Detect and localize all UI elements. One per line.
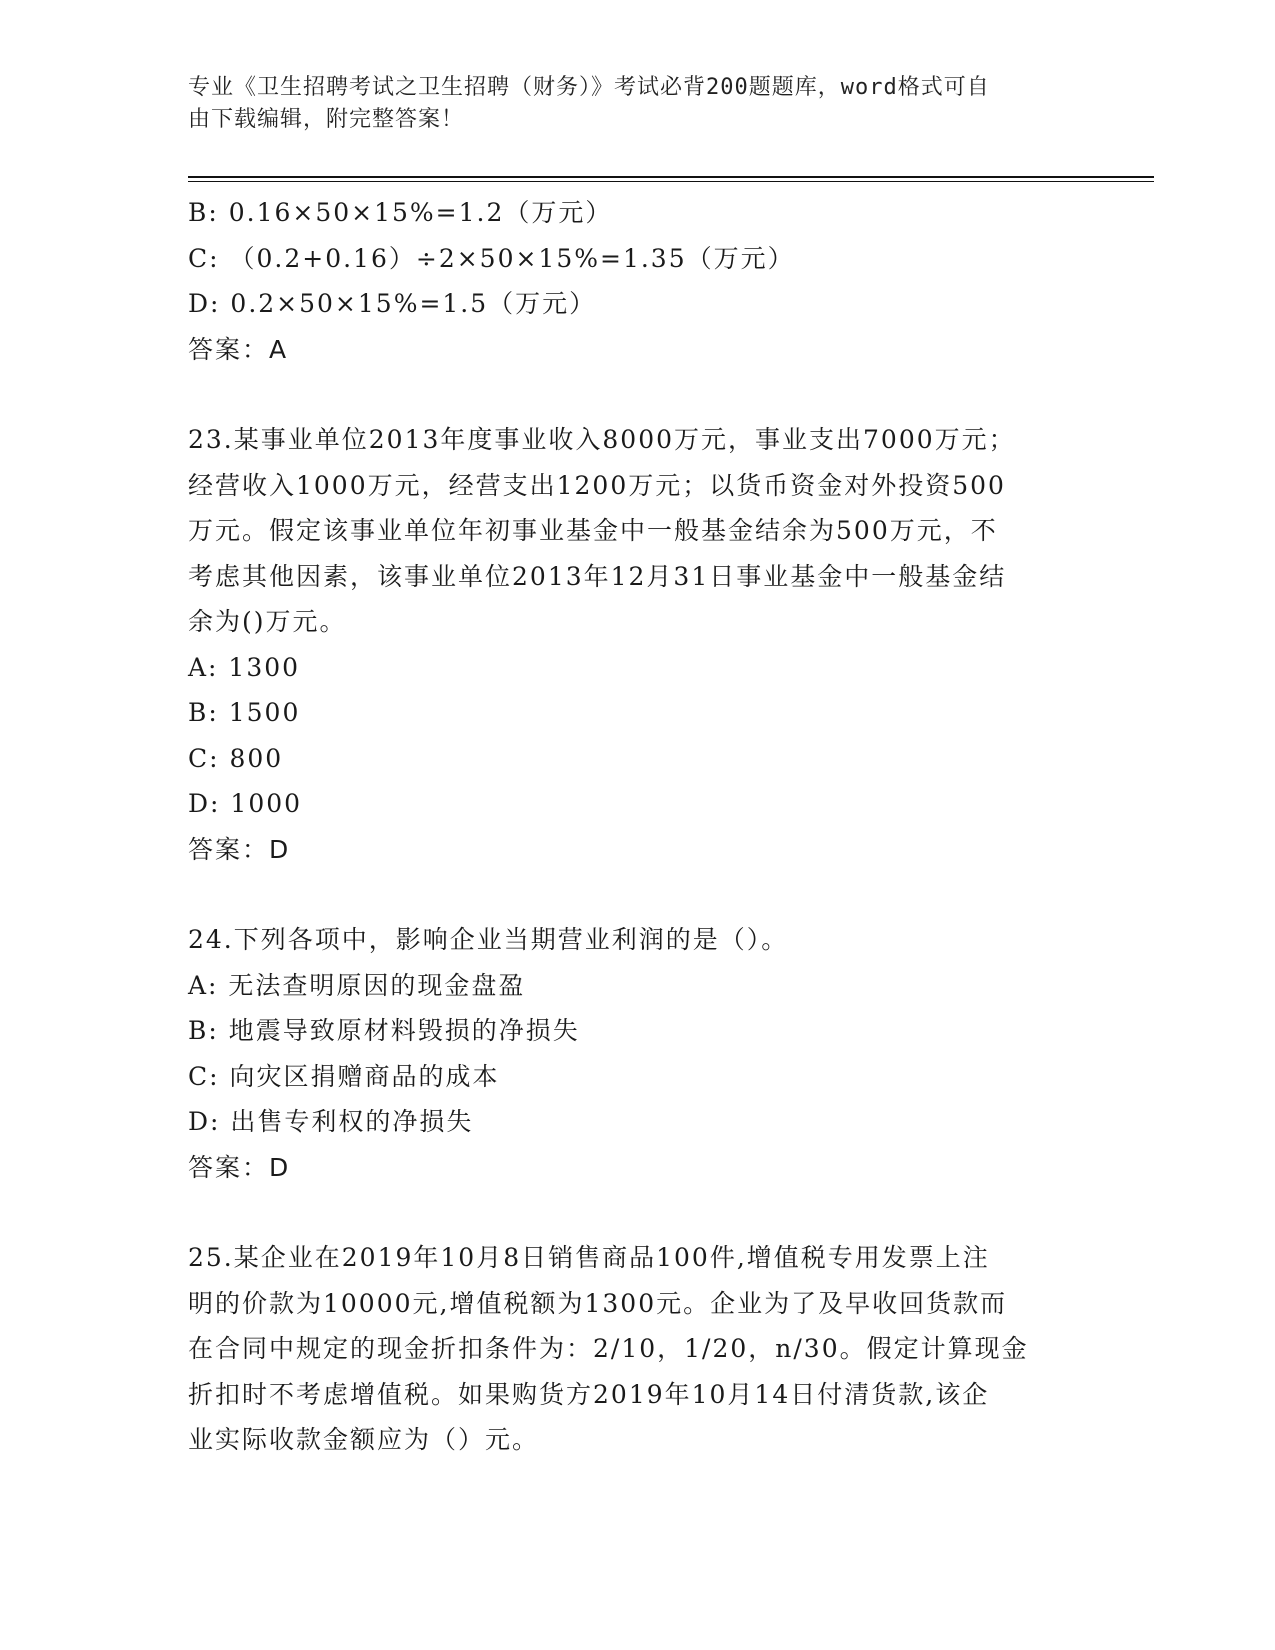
question-stem-line: 业实际收款金额应为（）元。 [188,1425,540,1454]
question-stem-line: 万元。假定该事业单位年初事业基金中一般基金结余为500万元，不 [188,516,998,545]
question-stem-line: 在合同中规定的现金折扣条件为：2/10，1/20，n/30。假定计算现金 [188,1334,1029,1363]
spacer [188,1190,1088,1235]
question-25 [188,1235,1088,1463]
option-b: B: 地震导致原材料毁损的净损失 [188,1016,580,1045]
spacer [188,872,1088,917]
question-stem-line: 折扣时不考虑增值税。如果购货方2019年10月14日付清货款,该企 [188,1379,990,1409]
option-c: C: 向灾区捐赠商品的成本 [188,1061,500,1091]
question-24 [188,917,1088,1190]
question-stem-line: 考虑其他因素，该事业单位2013年12月31日事业基金中一般基金结 [188,561,1007,591]
option-b: B: 1500 [188,698,301,727]
option-a: A: 无法查明原因的现金盘盈 [188,970,526,1000]
option-c: C: （0.2+0.16）÷2×50×15%=1.35（万元） [188,243,795,273]
question-stem-line: 经营收入1000万元，经营支出1200万元；以货币资金对外投资500 [188,470,1006,500]
option-c: C: 800 [188,743,284,773]
header-line-1: 专业《卫生招聘考试之卫生招聘（财务）》考试必背200题题库，word格式可自 [188,75,990,100]
question-stem-line: 25.某企业在2019年10月8日销售商品100件,增值税专用发票上注 [188,1243,990,1272]
document-header [188,72,1068,136]
question-23 [188,417,1088,872]
answer: 答案：A [188,334,289,364]
option-d: D: 0.2×50×15%=1.5（万元） [188,289,597,318]
option-d: D: 出售专利权的净损失 [188,1107,474,1136]
header-rule-thick [188,176,1154,178]
option-d: D: 1000 [188,789,303,818]
option-b: B: 0.16×50×15%=1.2（万元） [188,198,613,227]
header-rule-thin [188,181,1154,182]
question-stem: 24.下列各项中，影响企业当期营业利润的是（）。 [188,925,789,954]
question-stem-line: 明的价款为10000元,增值税额为1300元。企业为了及早收回货款而 [188,1288,1008,1318]
spacer [188,372,1088,417]
question-stem-line: 23.某事业单位2013年度事业收入8000万元，事业支出7000万元； [188,425,1016,454]
header-line-2: 由下载编辑，附完整答案！ [188,107,465,132]
answer: 答案：D [188,834,291,864]
question-stem-line: 余为()万元。 [188,607,347,636]
answer: 答案：D [188,1152,291,1182]
question-content [188,190,1088,1463]
option-a: A: 1300 [188,652,301,682]
question-22-tail [188,190,1088,372]
